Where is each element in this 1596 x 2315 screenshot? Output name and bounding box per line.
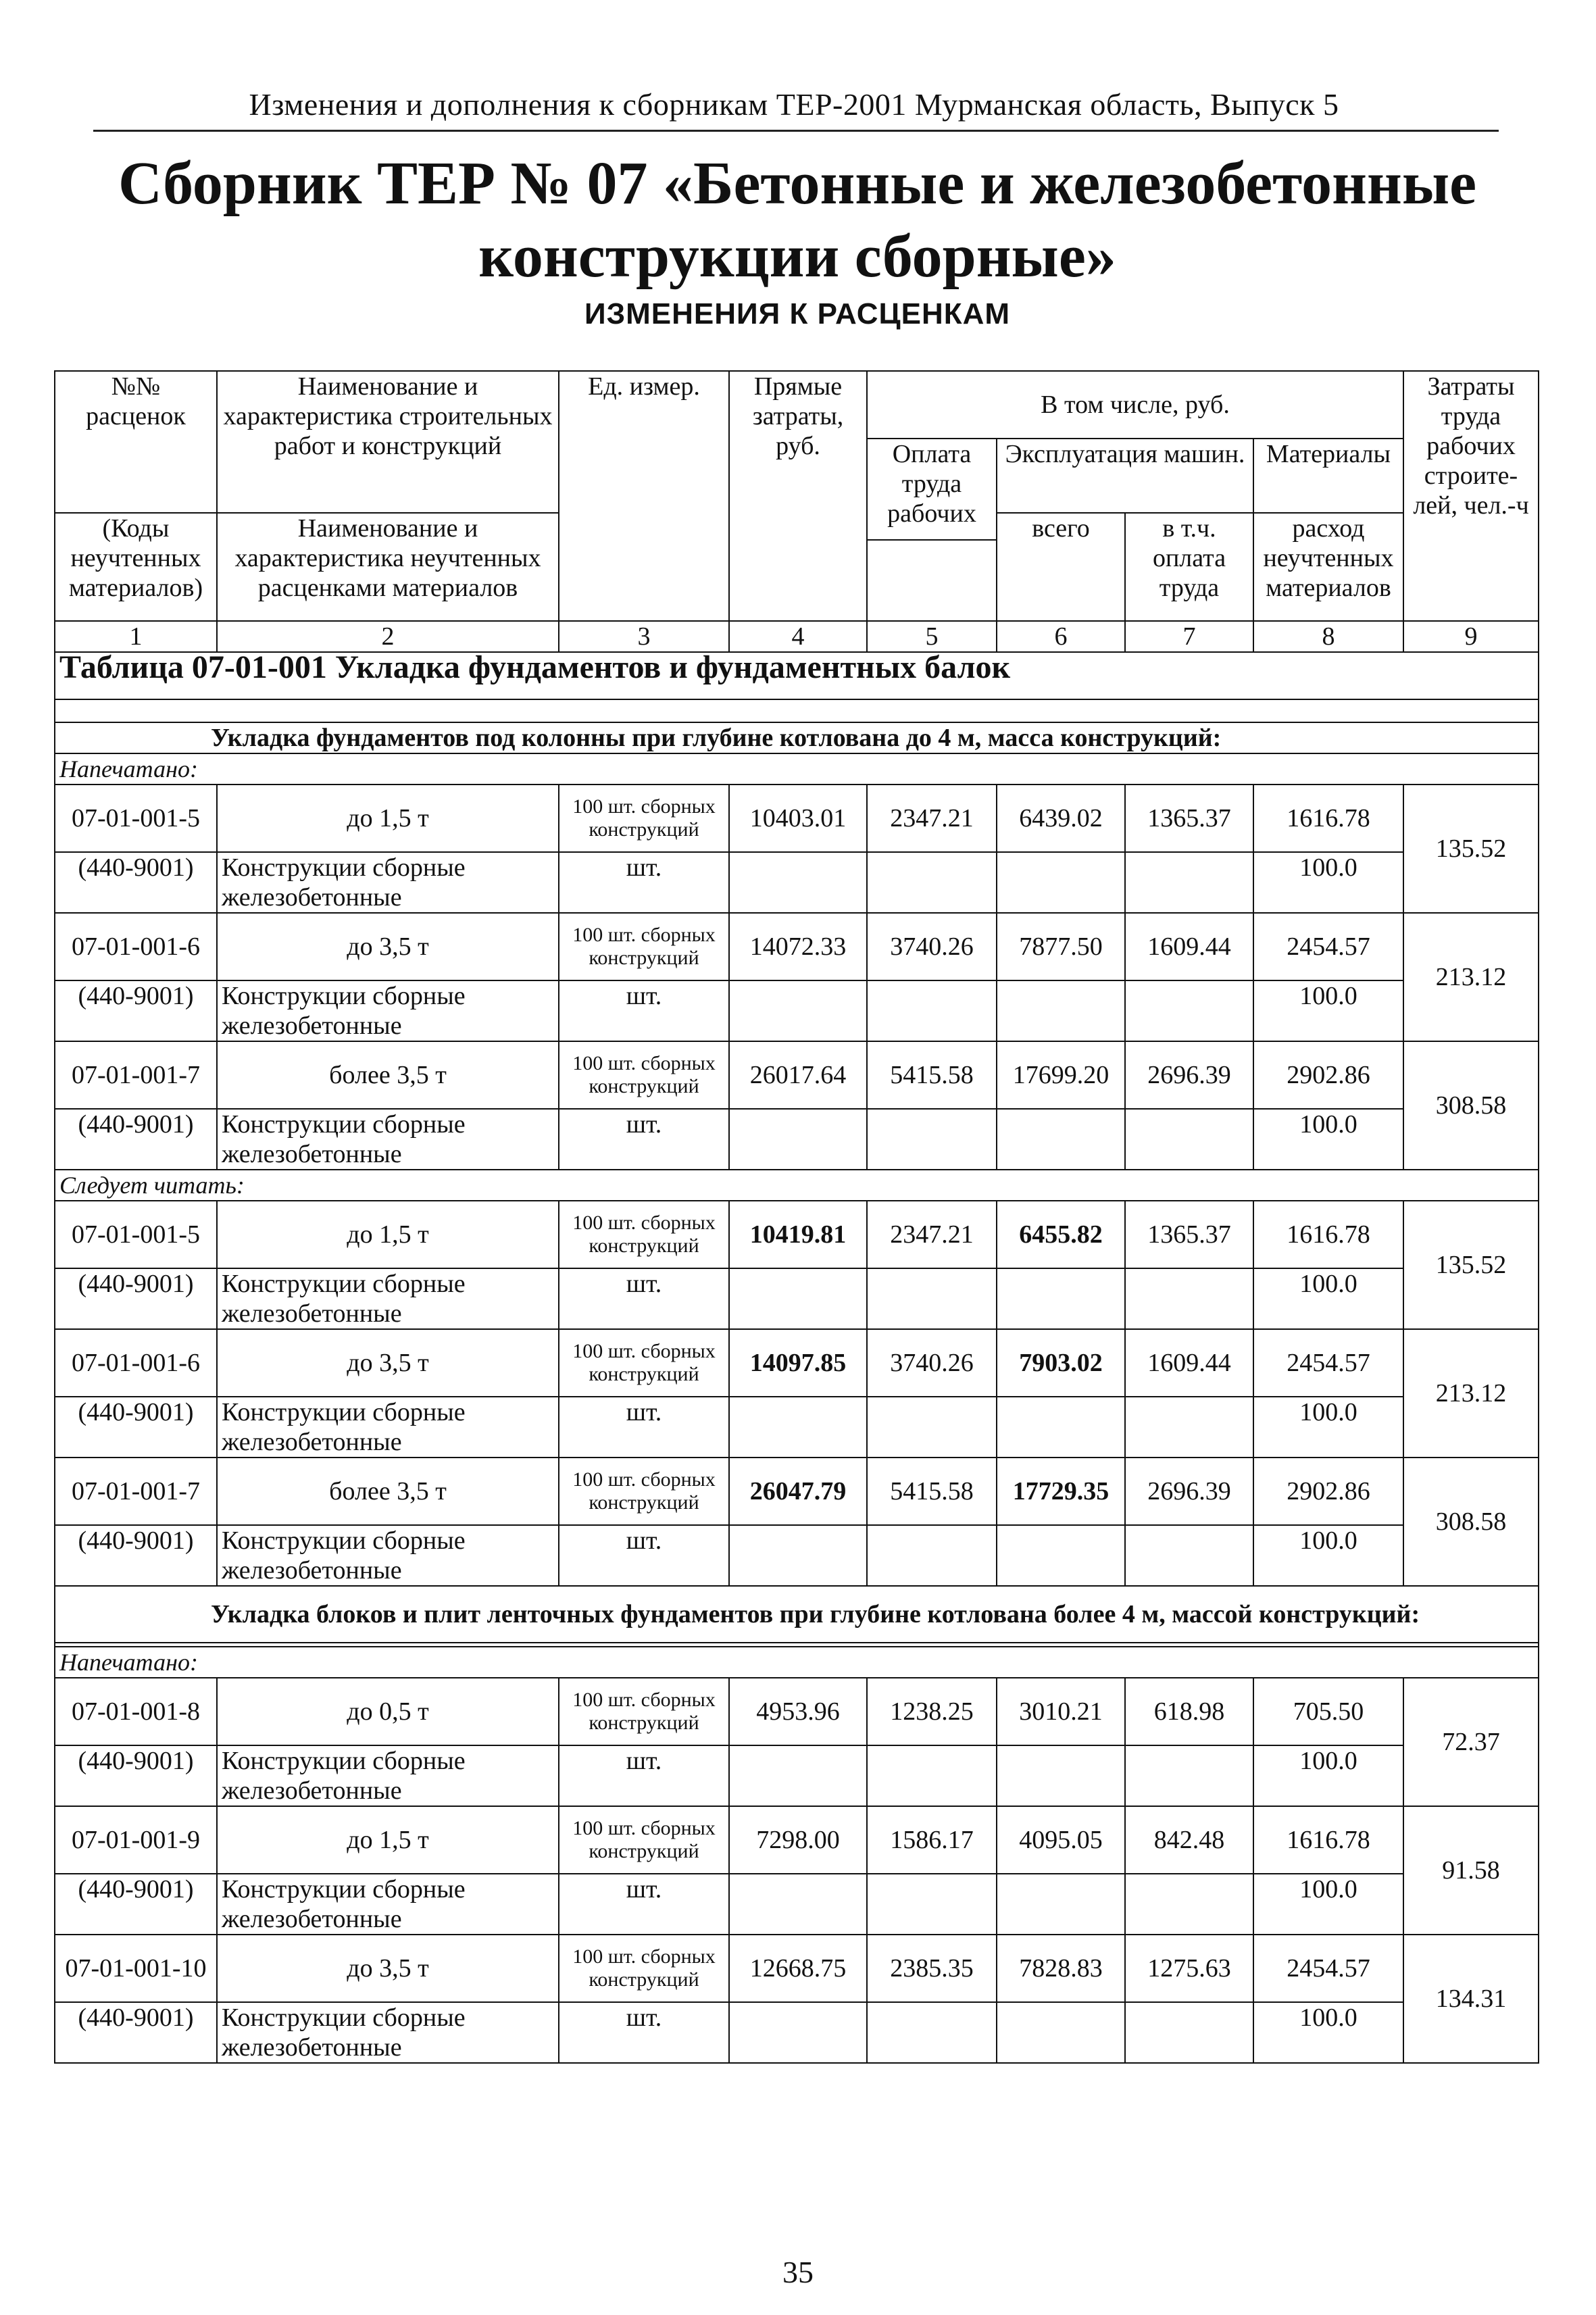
running-header: Изменения и дополнения к сборникам ТЕР-2001 Мурманская область, Выпуск 5 (249, 87, 1339, 122)
col-header-included: В том числе, руб. (867, 371, 1403, 439)
material-qty: 100.0 (1253, 1109, 1403, 1170)
material-qty: 100.0 (1253, 1397, 1403, 1458)
section-title: Укладка блоков и плит ленточных фундаментов при глубине котлована более 4 м, массой конструкций: (55, 1586, 1539, 1643)
material-code: (440-9001) (55, 980, 217, 1041)
rate-row (55, 1041, 1539, 1109)
material-empty (729, 980, 867, 1041)
material-name: Конструкции сборные железобетонные (217, 1745, 559, 1806)
material-empty (1125, 1397, 1253, 1458)
header-rule (93, 130, 1499, 132)
rate-labor: 213.12 (1403, 1329, 1539, 1458)
material-qty: 100.0 (1253, 852, 1403, 913)
rate-direct-cost: 12668.75 (729, 1935, 867, 2002)
rate-materials: 2454.57 (1253, 1935, 1403, 2002)
rate-machines: 4095.05 (997, 1806, 1125, 1874)
rate-wages: 1586.17 (867, 1806, 997, 1874)
rate-machines: 17699.20 (997, 1041, 1125, 1109)
material-empty (867, 1745, 997, 1806)
material-unit: шт. (559, 980, 729, 1041)
material-empty (867, 1525, 997, 1586)
col-header-name-materials: Наименование и характеристика неучтенных расценками материалов (217, 513, 559, 621)
rate-unit: 100 шт. сборных конструкций (559, 1806, 729, 1874)
material-unit: шт. (559, 1525, 729, 1586)
col-header-materials: Материалы (1253, 439, 1403, 513)
material-empty (867, 980, 997, 1041)
rate-row (55, 1678, 1539, 1745)
material-empty (997, 2002, 1125, 2063)
rate-direct-cost: 26017.64 (729, 1041, 867, 1109)
material-row (55, 1745, 1539, 1806)
rate-code: 07-01-001-10 (55, 1935, 217, 2002)
material-row (55, 2002, 1539, 2063)
material-unit: шт. (559, 1397, 729, 1458)
rate-materials: 1616.78 (1253, 785, 1403, 852)
rate-row (55, 1458, 1539, 1525)
section-title: Укладка фундаментов под колонны при глубине котлована до 4 м, масса конструкций: (55, 722, 1539, 753)
material-name: Конструкции сборные железобетонные (217, 2002, 559, 2063)
material-name: Конструкции сборные железобетонные (217, 980, 559, 1041)
material-qty: 100.0 (1253, 1874, 1403, 1935)
material-code: (440-9001) (55, 1109, 217, 1170)
rate-materials: 1616.78 (1253, 1201, 1403, 1268)
rate-row (55, 913, 1539, 980)
material-name: Конструкции сборные железобетонные (217, 1109, 559, 1170)
rate-labor: 134.31 (1403, 1935, 1539, 2063)
rate-machines: 6455.82 (997, 1201, 1125, 1268)
material-empty (729, 1397, 867, 1458)
column-number-row (55, 621, 1539, 652)
rate-row (55, 1201, 1539, 1268)
status-label-row (55, 1647, 1539, 1678)
rate-machine-wages: 1609.44 (1125, 1329, 1253, 1397)
rate-wages: 2385.35 (867, 1935, 997, 2002)
material-row (55, 852, 1539, 913)
rate-labor: 308.58 (1403, 1458, 1539, 1586)
page-subtitle: ИЗМЕНЕНИЯ К РАСЦЕНКАМ (584, 297, 1011, 330)
rate-unit: 100 шт. сборных конструкций (559, 1678, 729, 1745)
status-row (55, 753, 1539, 785)
rate-wages: 2347.21 (867, 1201, 997, 1268)
material-empty (997, 1109, 1125, 1170)
rate-unit: 100 шт. сборных конструкций (559, 1041, 729, 1109)
rate-unit: 100 шт. сборных конструкций (559, 1329, 729, 1397)
material-empty (867, 852, 997, 913)
rate-row (55, 1935, 1539, 2002)
rate-labor: 72.37 (1403, 1678, 1539, 1806)
material-empty (729, 1745, 867, 1806)
material-empty (867, 1109, 997, 1170)
rate-row (55, 1806, 1539, 1874)
rate-wages: 3740.26 (867, 913, 997, 980)
rate-wages: 3740.26 (867, 1329, 997, 1397)
material-qty: 100.0 (1253, 1268, 1403, 1329)
rate-name: до 1,5 т (217, 785, 559, 852)
material-empty (997, 1525, 1125, 1586)
col-num: 8 (1253, 621, 1403, 652)
rate-code: 07-01-001-5 (55, 1201, 217, 1268)
col-header-direct: Прямые затраты, руб. (729, 371, 867, 621)
rate-unit: 100 шт. сборных конструкций (559, 1458, 729, 1525)
rate-machine-wages: 618.98 (1125, 1678, 1253, 1745)
rate-code: 07-01-001-6 (55, 913, 217, 980)
material-empty (997, 1268, 1125, 1329)
material-code: (440-9001) (55, 852, 217, 913)
material-empty (867, 2002, 997, 2063)
material-code: (440-9001) (55, 1397, 217, 1458)
material-row (55, 1268, 1539, 1329)
rate-unit: 100 шт. сборных конструкций (559, 1935, 729, 2002)
rate-labor: 213.12 (1403, 913, 1539, 1041)
page-title (88, 147, 1507, 293)
table-title-row (55, 652, 1539, 699)
material-unit: шт. (559, 1745, 729, 1806)
status-label-row (55, 1170, 1539, 1201)
material-qty: 100.0 (1253, 2002, 1403, 2063)
rate-direct-cost: 10419.81 (729, 1201, 867, 1268)
header-row-1 (55, 371, 1539, 439)
col-header-unit: Ед. измер. (559, 371, 729, 621)
material-code: (440-9001) (55, 2002, 217, 2063)
col-header-machines: Эксплуатация машин. (997, 439, 1253, 513)
material-empty (867, 1397, 997, 1458)
col-num: 6 (997, 621, 1125, 652)
rate-name: до 1,5 т (217, 1201, 559, 1268)
material-row (55, 1109, 1539, 1170)
col-header-machines-wages: в т.ч. оплата труда (1125, 513, 1253, 621)
material-empty (729, 1268, 867, 1329)
col-header-code-materials: (Коды неучтенных материалов) (55, 513, 217, 621)
material-empty (729, 852, 867, 913)
rate-direct-cost: 26047.79 (729, 1458, 867, 1525)
rate-direct-cost: 4953.96 (729, 1678, 867, 1745)
material-empty (729, 1874, 867, 1935)
title-line-2: конструкции сборные» (478, 223, 1116, 290)
material-name: Конструкции сборные железобетонные (217, 1874, 559, 1935)
spacer-row (55, 699, 1539, 722)
material-empty (867, 1268, 997, 1329)
material-code: (440-9001) (55, 1268, 217, 1329)
rate-code: 07-01-001-6 (55, 1329, 217, 1397)
rate-materials: 2454.57 (1253, 913, 1403, 980)
rate-name: до 3,5 т (217, 1935, 559, 2002)
rate-materials: 705.50 (1253, 1678, 1403, 1745)
material-empty (1125, 1268, 1253, 1329)
col-num: 7 (1125, 621, 1253, 652)
rate-machine-wages: 2696.39 (1125, 1041, 1253, 1109)
status-label: Следует читать: (55, 1170, 1539, 1201)
rate-name: до 3,5 т (217, 913, 559, 980)
rate-machines: 7903.02 (997, 1329, 1125, 1397)
rate-name: до 1,5 т (217, 1806, 559, 1874)
rate-materials: 2902.86 (1253, 1458, 1403, 1525)
rate-labor: 135.52 (1403, 785, 1539, 913)
rate-name: до 3,5 т (217, 1329, 559, 1397)
material-empty (1125, 1109, 1253, 1170)
rate-name: до 0,5 т (217, 1678, 559, 1745)
status-label: Напечатано: (55, 753, 1539, 785)
material-empty (997, 1745, 1125, 1806)
col-header-materials-usage: расход неучтенных материалов (1253, 513, 1403, 621)
rate-direct-cost: 14072.33 (729, 913, 867, 980)
rate-machine-wages: 1609.44 (1125, 913, 1253, 980)
rate-direct-cost: 7298.00 (729, 1806, 867, 1874)
col-header-wages: Оплата труда рабочих (867, 439, 997, 540)
material-empty (729, 1525, 867, 1586)
material-row (55, 1397, 1539, 1458)
material-code: (440-9001) (55, 1745, 217, 1806)
rate-wages: 2347.21 (867, 785, 997, 852)
page-number: 35 (782, 2255, 814, 2289)
rate-machines: 6439.02 (997, 785, 1125, 852)
material-empty (867, 1874, 997, 1935)
col-num: 5 (867, 621, 997, 652)
col-header-machines-total: всего (997, 513, 1125, 621)
material-empty (729, 2002, 867, 2063)
rate-direct-cost: 10403.01 (729, 785, 867, 852)
material-name: Конструкции сборные железобетонные (217, 1525, 559, 1586)
rates-table (54, 370, 1539, 2064)
rate-wages: 5415.58 (867, 1041, 997, 1109)
material-empty (997, 1874, 1125, 1935)
col-num: 2 (217, 621, 559, 652)
rate-materials: 2902.86 (1253, 1041, 1403, 1109)
section-title-row (55, 1586, 1539, 1643)
rate-row (55, 1329, 1539, 1397)
material-unit: шт. (559, 852, 729, 913)
col-num: 9 (1403, 621, 1539, 652)
rate-labor: 91.58 (1403, 1806, 1539, 1935)
rate-row (55, 785, 1539, 852)
material-name: Конструкции сборные железобетонные (217, 852, 559, 913)
rate-machine-wages: 842.48 (1125, 1806, 1253, 1874)
col-header-code: №№ расценок (55, 371, 217, 513)
rate-machines: 7877.50 (997, 913, 1125, 980)
rate-unit: 100 шт. сборных конструкций (559, 913, 729, 980)
title-line-1: Сборник ТЕР № 07 «Бетонные и железобетонные (118, 150, 1477, 217)
rate-direct-cost: 14097.85 (729, 1329, 867, 1397)
rate-name: более 3,5 т (217, 1041, 559, 1109)
col-header-name: Наименование и характеристика строительных работ и конструкций (217, 371, 559, 513)
rate-code: 07-01-001-7 (55, 1458, 217, 1525)
material-name: Конструкции сборные железобетонные (217, 1268, 559, 1329)
rate-materials: 1616.78 (1253, 1806, 1403, 1874)
status-label: Напечатано: (55, 1647, 1539, 1678)
material-code: (440-9001) (55, 1874, 217, 1935)
material-unit: шт. (559, 1874, 729, 1935)
material-qty: 100.0 (1253, 1525, 1403, 1586)
material-empty (997, 980, 1125, 1041)
material-qty: 100.0 (1253, 1745, 1403, 1806)
rate-machines: 7828.83 (997, 1935, 1125, 2002)
material-empty (1125, 2002, 1253, 2063)
material-name: Конструкции сборные железобетонные (217, 1397, 559, 1458)
rate-code: 07-01-001-9 (55, 1806, 217, 1874)
spacer-cell (55, 699, 1539, 722)
rate-machine-wages: 1275.63 (1125, 1935, 1253, 2002)
material-qty: 100.0 (1253, 980, 1403, 1041)
material-row (55, 1874, 1539, 1935)
rate-code: 07-01-001-8 (55, 1678, 217, 1745)
rate-machine-wages: 1365.37 (1125, 1201, 1253, 1268)
rate-unit: 100 шт. сборных конструкций (559, 785, 729, 852)
material-code: (440-9001) (55, 1525, 217, 1586)
rate-machine-wages: 1365.37 (1125, 785, 1253, 852)
rate-wages: 1238.25 (867, 1678, 997, 1745)
col-header-wages-spacer (867, 540, 997, 621)
col-header-labor: Затраты труда рабочих строите-лей, чел.-ч (1403, 371, 1539, 621)
col-num: 3 (559, 621, 729, 652)
col-num: 1 (55, 621, 217, 652)
rate-wages: 5415.58 (867, 1458, 997, 1525)
table-title: Таблица 07-01-001 Укладка фундаментов и фундаментных балок (55, 652, 1539, 699)
rate-machines: 3010.21 (997, 1678, 1125, 1745)
material-empty (729, 1109, 867, 1170)
rate-machine-wages: 2696.39 (1125, 1458, 1253, 1525)
material-unit: шт. (559, 1109, 729, 1170)
material-empty (1125, 852, 1253, 913)
rate-unit: 100 шт. сборных конструкций (559, 1201, 729, 1268)
section-row (55, 722, 1539, 753)
material-empty (1125, 1874, 1253, 1935)
material-empty (1125, 980, 1253, 1041)
rate-name: более 3,5 т (217, 1458, 559, 1525)
rate-labor: 135.52 (1403, 1201, 1539, 1329)
rate-code: 07-01-001-5 (55, 785, 217, 852)
rate-materials: 2454.57 (1253, 1329, 1403, 1397)
material-unit: шт. (559, 2002, 729, 2063)
rate-labor: 308.58 (1403, 1041, 1539, 1170)
rate-machines: 17729.35 (997, 1458, 1125, 1525)
material-empty (997, 852, 1125, 913)
material-empty (997, 1397, 1125, 1458)
rate-code: 07-01-001-7 (55, 1041, 217, 1109)
material-empty (1125, 1525, 1253, 1586)
material-row (55, 1525, 1539, 1586)
col-num: 4 (729, 621, 867, 652)
material-empty (1125, 1745, 1253, 1806)
material-row (55, 980, 1539, 1041)
material-unit: шт. (559, 1268, 729, 1329)
